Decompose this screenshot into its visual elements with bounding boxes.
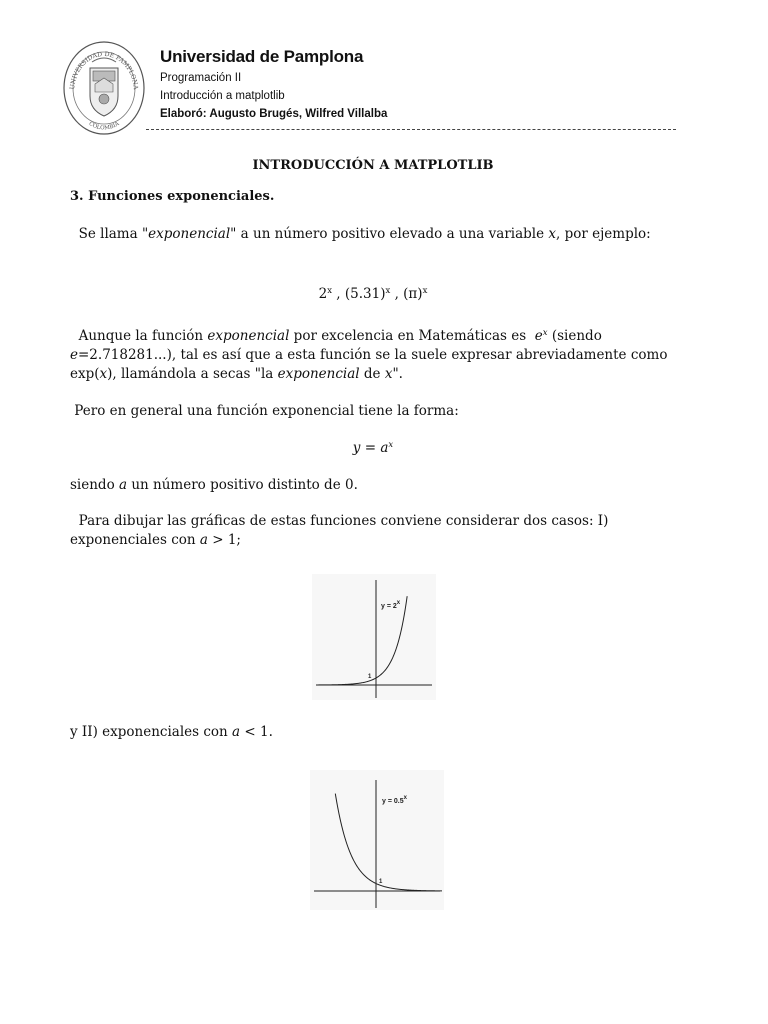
general-formula: $y = a^x$ (352, 440, 394, 456)
course-name: Programación II (160, 72, 242, 84)
university-seal-logo (62, 40, 146, 136)
graph-exponential-decay (310, 770, 444, 910)
paragraph-cases: Para dibujar las gráficas de estas funciones conviene considerar dos casos: I) exponenciales con a > 1; (70, 513, 609, 548)
paragraph-euler: Aunque la función exponencial por excelencia en Matemáticas es $e^x$ (siendo e=2.718281...), tal es así que a esta función se la suele expresar abreviadamente como exp(x), llamándola a secas "la exponencial de x". (70, 328, 668, 382)
authors-line: Elaboró: Augusto Brugés, Wilfred Villalba (160, 108, 388, 120)
paragraph-second-case: y II) exponenciales con a < 1. (70, 724, 273, 740)
curve-label: y = 2x (381, 600, 401, 610)
paragraph-definition: Se llama "exponencial" a un número positivo elevado a una variable x, por ejemplo: (78, 226, 651, 242)
graph-exponential-growth (312, 574, 436, 700)
paragraph-general-form: Pero en general una función exponencial tiene la forma: (74, 403, 459, 419)
intercept-label: 1 (368, 674, 372, 680)
intercept-label: 1 (379, 879, 383, 885)
svg-text:UNIVERSIDAD DE PAMPLONA: UNIVERSIDAD DE PAMPLONA (69, 50, 139, 90)
document-title: INTRODUCCIÓN A MATPLOTLIB (252, 158, 494, 173)
topic-name: Introducción a matplotlib (160, 90, 285, 102)
svg-text:COLOMBIA: COLOMBIA (87, 121, 121, 132)
graph-background (310, 770, 444, 910)
examples-line: 2$^x$ , $(5.31)^x$ , $(\pi)^x$ (318, 286, 428, 302)
document-header (160, 47, 387, 121)
graph-background (312, 574, 436, 700)
header-divider (146, 129, 676, 130)
paragraph-condition: siendo a un número positivo distinto de 0. (70, 477, 358, 493)
university-name: Universidad de Pamplona (160, 47, 364, 66)
curve-label: y = 0.5x (382, 795, 407, 805)
section-title: 3. Funciones exponenciales. (70, 189, 275, 204)
